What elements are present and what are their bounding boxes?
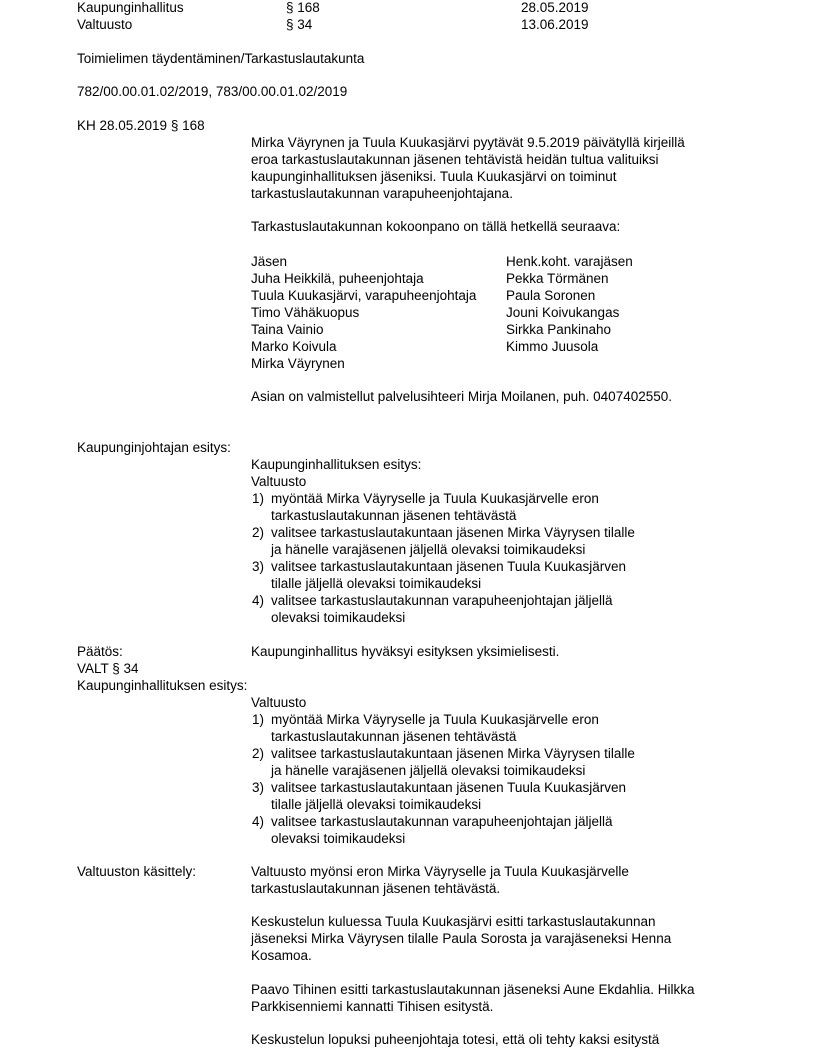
kh-intro-line: tarkastuslautakunnan varapuheenjohtajana. [251,186,513,201]
member-name: Marko Koivula [251,339,337,354]
record-numbers: 782/00.00.01.02/2019, 783/00.00.01.02/2019 [77,84,348,99]
council-text-line: jäseneksi Mirka Väyrysen tilalle Paula Sorosta ja varajäseneksi Henna [251,931,672,946]
proposal-item-number: 3) [252,780,265,795]
preparer-note: Asian on valmistellut palvelusihteeri Mirja Moilanen, puh. 0407402550. [251,389,672,404]
valt-proposal-label: Kaupunginhallituksen esitys: [77,678,248,693]
deputy-name: Pekka Törmänen [506,271,609,286]
header-date-1: 28.05.2019 [521,0,589,15]
proposal-item-number: 1) [252,712,265,727]
proposal-item-text: valitsee tarkastuslautakuntaan jäsenen Mirka Väyrysen tilalle [271,746,635,761]
council-text-line: Parkkisenniemi kannatti Tihisen esitystä. [251,999,494,1014]
decision-label: Päätös: [77,644,123,659]
proposal-item-text: valitsee tarkastuslautakuntaan jäsenen Tuula Kuukasjärven [271,780,626,795]
proposal-item-text: myöntää Mirka Väyryselle ja Tuula Kuukasjärvelle eron [271,712,599,727]
header-date-2: 13.06.2019 [521,17,589,32]
proposal-item-text: tarkastuslautakunnan jäsenen tehtävästä [271,729,517,744]
council-text-line: Keskustelun lopuksi puheenjohtaja totesi, että oli tehty kaksi esitystä [251,1032,660,1047]
proposal-item-text: ja hänelle varajäsenen jäljellä olevaksi toimikaudeksi [271,763,586,778]
kh-intro-line: kaupunginhallituksen jäseniksi. Tuula Kuukasjärvi on toiminut [251,169,617,184]
member-name: Tuula Kuukasjärvi, varapuheenjohtaja [251,288,477,303]
kh-intro-line: Mirka Väyrynen ja Tuula Kuukasjärvi pyytävät 9.5.2019 päivätyllä kirjeillä [251,135,685,150]
header-body-1: Kaupunginhallitus [77,0,184,15]
proposal-item-text: valitsee tarkastuslautakunnan varapuheenjohtajan jäljellä [271,593,613,608]
header-body-2: Valtuusto [77,17,133,32]
proposal-item-number: 4) [252,593,265,608]
proposal-item-text: myöntää Mirka Väyryselle ja Tuula Kuukasjärvelle eron [271,491,599,506]
valt-reference: VALT § 34 [77,661,139,676]
council-text-line: tarkastuslautakunnan jäsenen tehtävästä. [251,881,501,896]
mayor-proposal-recipient: Valtuusto [251,474,307,489]
council-text-line: Valtuusto myönsi eron Mirka Väyryselle ja Tuula Kuukasjärvelle [251,864,629,879]
decision-text: Kaupunginhallitus hyväksyi esityksen yksimielisesti. [251,644,560,659]
proposal-item-text: tilalle jäljellä olevaksi toimikaudeksi [271,797,482,812]
header-section-1: § 168 [286,0,320,15]
members-header-member: Jäsen [251,254,288,269]
proposal-item-text: tarkastuslautakunnan jäsenen tehtävästä [271,508,517,523]
council-text-line: Paavo Tihinen esitti tarkastuslautakunnan jäseneksi Aune Ekdahlia. Hilkka [251,982,695,997]
proposal-item-text: tilalle jäljellä olevaksi toimikaudeksi [271,576,482,591]
member-name: Taina Vainio [251,322,324,337]
deputy-name: Jouni Koivukangas [506,305,620,320]
mayor-proposal-label: Kaupunginjohtajan esitys: [77,440,231,455]
proposal-item-text: olevaksi toimikaudeksi [271,831,406,846]
members-header-deputy: Henk.koht. varajäsen [506,254,633,269]
proposal-item-number: 4) [252,814,265,829]
proposal-item-text: valitsee tarkastuslautakuntaan jäsenen Tuula Kuukasjärven [271,559,626,574]
member-name: Timo Vähäkuopus [251,305,360,320]
kh-reference: KH 28.05.2019 § 168 [77,118,205,133]
proposal-item-text: ja hänelle varajäsenen jäljellä olevaksi toimikaudeksi [271,542,586,557]
subject-title: Toimielimen täydentäminen/Tarkastuslautakunta [77,51,365,66]
council-text-line: Keskustelun kuluessa Tuula Kuukasjärvi esitti tarkastuslautakunnan [251,914,656,929]
proposal-item-number: 2) [252,525,265,540]
proposal-item-text: valitsee tarkastuslautakuntaan jäsenen Mirka Väyrysen tilalle [271,525,635,540]
mayor-proposal-heading: Kaupunginhallituksen esitys: [251,457,422,472]
proposal-item-number: 3) [252,559,265,574]
header-section-2: § 34 [286,17,313,32]
composition-intro: Tarkastuslautakunnan kokoonpano on tällä hetkellä seuraava: [251,219,621,234]
deputy-name: Sirkka Pankinaho [506,322,612,337]
proposal-item-text: olevaksi toimikaudeksi [271,610,406,625]
valt-proposal-recipient: Valtuusto [251,695,307,710]
member-name: Juha Heikkilä, puheenjohtaja [251,271,424,286]
deputy-name: Kimmo Juusola [506,339,599,354]
proposal-item-text: valitsee tarkastuslautakunnan varapuheenjohtajan jäljellä [271,814,613,829]
proposal-item-number: 1) [252,491,265,506]
kh-intro-line: eroa tarkastuslautakunnan jäsenen tehtävistä heidän tultua valituiksi [251,152,659,167]
deputy-name: Paula Soronen [506,288,596,303]
member-name: Mirka Väyrynen [251,356,345,371]
council-text-line: Kosamoa. [251,948,312,963]
council-label: Valtuuston käsittely: [77,864,197,879]
proposal-item-number: 2) [252,746,265,761]
